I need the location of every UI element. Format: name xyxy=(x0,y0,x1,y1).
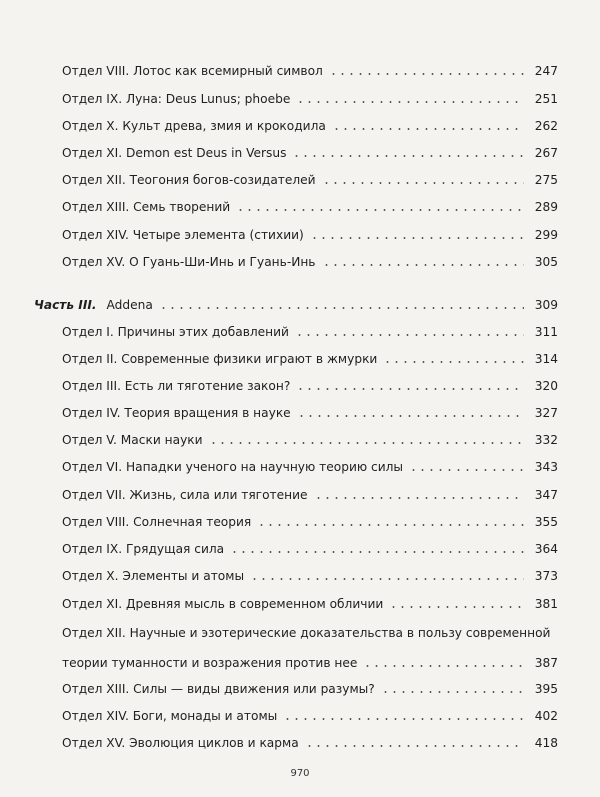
toc-entry xyxy=(62,458,558,476)
toc-entry-page: 299 xyxy=(534,228,558,242)
toc-entry-page: 320 xyxy=(534,379,558,393)
toc-entry xyxy=(62,595,558,613)
toc-entry xyxy=(62,144,558,162)
toc-entry-title: Отдел IX. Луна: Deus Lunus; phoebe xyxy=(62,92,291,106)
toc-entry xyxy=(62,90,558,108)
toc-entry xyxy=(62,486,558,504)
dot-leader xyxy=(363,665,524,667)
dot-leader xyxy=(257,524,524,526)
toc-entry xyxy=(62,226,558,244)
toc-entry-title: Отдел X. Культ древа, змия и крокодила xyxy=(62,119,326,133)
toc-entry-page: 402 xyxy=(534,709,558,723)
toc-entry-title: Отдел XI. Demon est Deus in Versus xyxy=(62,146,287,160)
toc-entry-page: 251 xyxy=(534,92,558,106)
dot-leader xyxy=(230,551,524,553)
toc-entry-title: Отдел VI. Нападки ученого на научную теорию силы xyxy=(62,460,404,474)
toc-entry-page: 332 xyxy=(534,433,558,447)
dot-leader xyxy=(283,718,524,720)
dot-leader xyxy=(322,264,525,266)
dot-leader xyxy=(209,442,524,444)
toc-entry-page: 311 xyxy=(534,325,558,339)
toc-entry xyxy=(62,377,558,395)
toc-entry xyxy=(62,540,558,558)
page-number: 970 xyxy=(290,768,310,779)
part-page: 309 xyxy=(534,298,558,312)
toc-entry-page: 267 xyxy=(534,146,558,160)
dot-leader xyxy=(322,182,524,184)
toc-entry-title: Отдел IX. Грядущая сила xyxy=(62,542,225,556)
toc-entry-title: Отдел V. Маски науки xyxy=(62,433,203,447)
dot-leader xyxy=(409,469,524,471)
toc-entry xyxy=(62,680,558,698)
toc-entry-title: Отдел X. Элементы и атомы xyxy=(62,569,245,583)
toc-entry xyxy=(62,171,558,189)
toc-entry-title: Отдел IV. Теория вращения в науке xyxy=(62,406,291,420)
toc-entry xyxy=(62,734,558,752)
toc-entry-page: 327 xyxy=(534,406,558,420)
dot-leader xyxy=(295,334,524,336)
toc-entry-title: Отдел XV. Эволюция циклов и карма xyxy=(62,736,299,750)
toc-entry-title-line2: теории туманности и возражения против нее xyxy=(62,656,358,670)
dot-leader xyxy=(314,497,524,499)
toc-entry xyxy=(62,431,558,449)
toc-entry-page: 373 xyxy=(534,569,558,583)
dot-leader xyxy=(332,128,524,130)
toc-entry xyxy=(62,350,558,368)
toc-entry-title: Отдел VIII. Лотос как всемирный символ xyxy=(62,64,323,78)
toc-entry-page: 262 xyxy=(534,119,558,133)
toc-entry-title: Отдел VII. Жизнь, сила или тяготение xyxy=(62,488,308,502)
dot-leader xyxy=(159,307,524,309)
toc-entry-page: 289 xyxy=(534,200,558,214)
toc-entry-title: Отдел XII. Теогония богов-созидателей xyxy=(62,173,316,187)
toc-entry-page: 381 xyxy=(534,597,558,611)
toc-entry-title: Отдел VIII. Солнечная теория xyxy=(62,515,252,529)
dot-leader xyxy=(310,237,524,239)
toc-entry-title: Отдел I. Причины этих добавлений xyxy=(62,325,289,339)
toc-entry xyxy=(62,198,558,216)
toc-entry-title: Отдел XIII. Силы — виды движения или разумы? xyxy=(62,682,375,696)
part-title: Addena xyxy=(106,298,153,312)
toc-entry-title: Отдел III. Есть ли тяготение закон? xyxy=(62,379,291,393)
toc-entry-multiline xyxy=(62,624,558,672)
toc-entry-title: Отдел XV. О Гуань-Ши-Инь и Гуань-Инь xyxy=(62,255,316,269)
toc-entry-page: 314 xyxy=(534,352,558,366)
toc-entry-page: 343 xyxy=(534,460,558,474)
toc-entry xyxy=(62,707,558,725)
toc-entry xyxy=(62,117,558,135)
dot-leader xyxy=(250,578,524,580)
toc-entry xyxy=(62,253,558,271)
toc-entry-page: 364 xyxy=(534,542,558,556)
dot-leader xyxy=(297,415,524,417)
dot-leader xyxy=(292,155,524,157)
toc-entry-title: Отдел XI. Древняя мысль в современном обличии xyxy=(62,597,384,611)
toc-entry-page: 305 xyxy=(534,255,558,269)
toc-entry-page: 355 xyxy=(534,515,558,529)
part-label: Часть III. xyxy=(34,298,97,312)
toc-entry-page: 387 xyxy=(534,656,558,670)
dot-leader xyxy=(296,388,524,390)
dot-leader xyxy=(305,745,524,747)
toc-entry-title: Отдел XIV. Боги, монады и атомы xyxy=(62,709,278,723)
toc-entry-title: Отдел II. Современные физики играют в жмурки xyxy=(62,352,378,366)
toc-entry-page: 347 xyxy=(534,488,558,502)
toc-entry-title: Отдел XIII. Семь творений xyxy=(62,200,231,214)
toc-entry-title: Отдел XIV. Четыре элемента (стихии) xyxy=(62,228,304,242)
toc-entry-page: 275 xyxy=(534,173,558,187)
dot-leader xyxy=(383,361,524,363)
dot-leader xyxy=(236,209,524,211)
dot-leader xyxy=(296,101,524,103)
toc-entry xyxy=(62,62,558,80)
dot-leader xyxy=(381,691,524,693)
toc-entry xyxy=(62,567,558,585)
toc-entry-page: 418 xyxy=(534,736,558,750)
toc-entry xyxy=(62,323,558,341)
dot-leader xyxy=(329,73,524,75)
toc-entry-page: 395 xyxy=(534,682,558,696)
toc-entry-title-line1: Отдел XII. Научные и эзотерические доказательства в пользу современной xyxy=(62,626,551,640)
dot-leader xyxy=(389,606,524,608)
toc-entry xyxy=(62,404,558,422)
toc-part-heading xyxy=(34,296,558,314)
toc-entry xyxy=(62,513,558,531)
toc-entry-page: 247 xyxy=(534,64,558,78)
